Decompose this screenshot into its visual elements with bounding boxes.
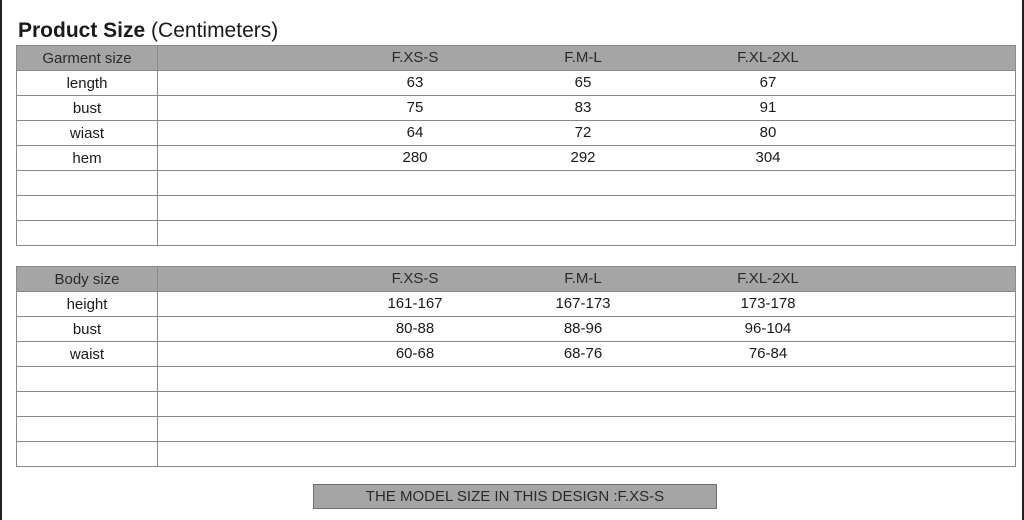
body-row-label: [17, 442, 158, 467]
garment-row-label: [17, 171, 158, 196]
garment-values-cell: [158, 221, 1016, 246]
model-size-note: THE MODEL SIZE IN THIS DESIGN :F.XS-S: [313, 484, 717, 509]
garment-row: [17, 96, 1016, 121]
garment-values-cell: [158, 146, 1016, 171]
body-row: [17, 417, 1016, 442]
body-values-cell: [158, 317, 1016, 342]
body-values-cell: [158, 392, 1016, 417]
garment-value: 63: [406, 74, 424, 91]
body-header-row: [17, 267, 1016, 292]
body-values-cell: [158, 292, 1016, 317]
garment-row-label: [17, 221, 158, 246]
body-value: 80-88: [395, 320, 435, 337]
garment-values-cell: [158, 46, 1016, 71]
body-value: 68-76: [563, 345, 603, 362]
garment-values-cell: [158, 196, 1016, 221]
garment-value: 72: [574, 124, 592, 141]
garment-value: 67: [759, 74, 777, 91]
body-row-label: bust: [17, 317, 158, 342]
body-value: 96-104: [744, 320, 792, 337]
page-title: [18, 18, 278, 44]
body-row: [17, 367, 1016, 392]
garment-value: 280: [402, 149, 428, 166]
garment-value: 292: [570, 149, 596, 166]
garment-row: [17, 171, 1016, 196]
garment-value: 304: [755, 149, 781, 166]
garment-value: 91: [759, 99, 777, 116]
body-value: 173-178: [740, 295, 796, 312]
garment-row: [17, 221, 1016, 246]
body-value: 88-96: [563, 320, 603, 337]
body-size-table: [16, 266, 1016, 467]
body-row-label: [17, 392, 158, 417]
frame-left-border: [0, 0, 2, 520]
garment-values-cell: [158, 96, 1016, 121]
body-values-cell: [158, 442, 1016, 467]
garment-row-label: bust: [17, 96, 158, 121]
body-value: 167-173: [555, 295, 611, 312]
garment-row: [17, 121, 1016, 146]
garment-values-cell: [158, 171, 1016, 196]
garment-row: [17, 71, 1016, 96]
body-row-label: height: [17, 292, 158, 317]
garment-row: [17, 146, 1016, 171]
body-value: 76-84: [748, 345, 788, 362]
body-row: [17, 317, 1016, 342]
garment-size-heading: F.XS-S: [391, 49, 439, 66]
body-size-heading: F.M-L: [564, 270, 602, 287]
garment-value: 64: [406, 124, 424, 141]
body-row: [17, 342, 1016, 367]
body-values-cell: [158, 417, 1016, 442]
body-row-label: waist: [17, 342, 158, 367]
garment-row-label: hem: [17, 146, 158, 171]
body-row-label: [17, 367, 158, 392]
body-values-cell: [158, 367, 1016, 392]
garment-size-heading: F.XL-2XL: [737, 49, 799, 66]
garment-value: 65: [574, 74, 592, 91]
garment-row-label: wiast: [17, 121, 158, 146]
garment-header-row: [17, 46, 1016, 71]
garment-row-label: [17, 196, 158, 221]
title-unit: (Centimeters): [151, 19, 279, 42]
garment-header-label: Garment size: [17, 46, 158, 71]
garment-value: 75: [406, 99, 424, 116]
garment-value: 83: [574, 99, 592, 116]
title-main: Product Size: [18, 19, 146, 42]
garment-values-cell: [158, 71, 1016, 96]
body-row: [17, 292, 1016, 317]
body-value: 161-167: [387, 295, 443, 312]
body-values-cell: [158, 342, 1016, 367]
body-row: [17, 392, 1016, 417]
body-size-heading: F.XL-2XL: [737, 270, 799, 287]
body-row: [17, 442, 1016, 467]
body-row-label: [17, 417, 158, 442]
garment-value: 80: [759, 124, 777, 141]
body-header-label: Body size: [17, 267, 158, 292]
garment-size-table: [16, 45, 1016, 246]
garment-row-label: length: [17, 71, 158, 96]
garment-size-heading: F.M-L: [564, 49, 602, 66]
garment-values-cell: [158, 121, 1016, 146]
garment-row: [17, 196, 1016, 221]
body-value: 60-68: [395, 345, 435, 362]
body-size-heading: F.XS-S: [391, 270, 439, 287]
body-values-cell: [158, 267, 1016, 292]
